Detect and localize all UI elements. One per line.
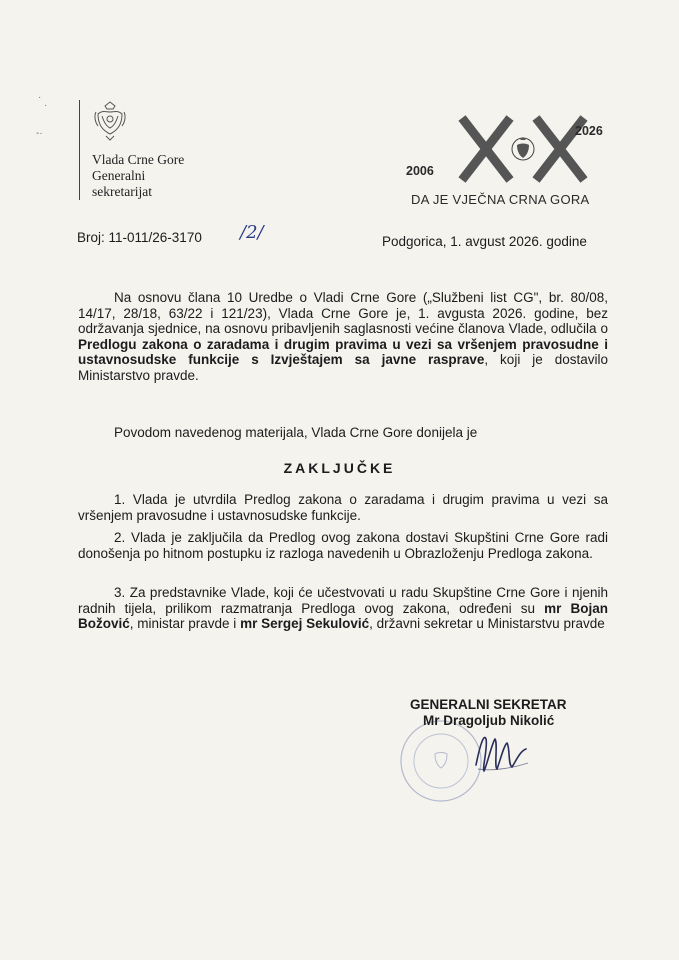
gov-line-3: sekretarijat <box>92 184 152 199</box>
intro-bold-title: Predlogu zakona o zaradama i drugim pravima u vezi sa vršenjem pravosudne i ustavnosudske funkcije s Izvještajem sa javne rasprave <box>78 336 608 367</box>
intro-text-2: , koji je dostavilo Ministarstvo pravde. <box>78 352 608 383</box>
conclusion-1 <box>78 492 608 523</box>
scan-speck: -· <box>36 128 43 139</box>
conclusion-2-text: 2. Vlada je zaključila da Predlog ovog zakona dostavi Skupštini Crne Gore radi donošenja po hitnom postupku iz razloga navedenih u Obrazloženju Predloga zakona. <box>78 530 608 561</box>
conclusions-heading: ZAKLJUČKE <box>283 460 396 476</box>
handwritten-suffix: /2/ <box>240 222 264 243</box>
handwritten-signature <box>470 725 540 780</box>
header-divider <box>79 100 80 200</box>
conclusion-2 <box>78 530 608 561</box>
gov-line-1: Vlada Crne Gore <box>92 152 185 167</box>
scan-speck: · <box>38 92 42 103</box>
representative-2: mr Sergej Sekulović <box>240 616 370 631</box>
signatory-name: Mr Dragoljub Nikolić <box>423 713 555 728</box>
conclusion-3-text-c: , državni sekretar u Ministarstvu pravde <box>369 616 605 631</box>
conclusion-3-text-a: 3. Za predstavnike Vlade, koji će učestvovati u radu Skupštine Crne Gore i njenih radnih tijela, prilikom razmatranja Predloga ovog zakona, određeni su <box>78 585 608 616</box>
conclusion-1-text: 1. Vlada je utvrdila Predlog zakona o zaradama i drugim pravima u vezi sa vršenjem pravosudne i ustavnosudske funkcije. <box>78 492 608 523</box>
anniversary-xx-logo <box>440 110 610 188</box>
logo-crest-icon <box>512 137 534 160</box>
place-and-date: Podgorica, 1. avgust 2026. godine <box>382 234 587 249</box>
logo-year-right: 2026 <box>575 124 603 138</box>
intro-text-1: Na osnovu člana 10 Uredbe o Vladi Crne Gore („Službeni list CG", br. 80/08, 14/17, 28/18, 63/22 i 121/23), Vlada Crne Gore je, 1. avgusta 2026. godine, bez održavanja sjednice, na osnovu pribavljenih saglasnosti većine članova Vlade, odlučila o <box>78 290 608 336</box>
reference-number: Broj: 11-011/26-3170 <box>77 230 202 245</box>
gov-line-2: Generalni <box>92 168 146 183</box>
government-name <box>92 152 184 200</box>
conclusion-3-text-b: , ministar pravde i <box>129 616 241 631</box>
povodom-text: Povodom navedenog materijala, Vlada Crne Gore donijela je <box>114 425 478 440</box>
signatory-title: GENERALNI SEKRETAR <box>410 697 567 712</box>
logo-year-left: 2006 <box>406 164 434 178</box>
representative-1: mr Bojan Božović <box>78 600 608 631</box>
intro-paragraph <box>78 290 608 383</box>
conclusion-3 <box>78 585 608 632</box>
povodom-paragraph <box>78 425 608 441</box>
scan-speck: · <box>44 100 48 111</box>
coat-of-arms-icon <box>92 100 128 146</box>
logo-slogan: DA JE VJEČNA CRNA GORA <box>411 192 590 207</box>
